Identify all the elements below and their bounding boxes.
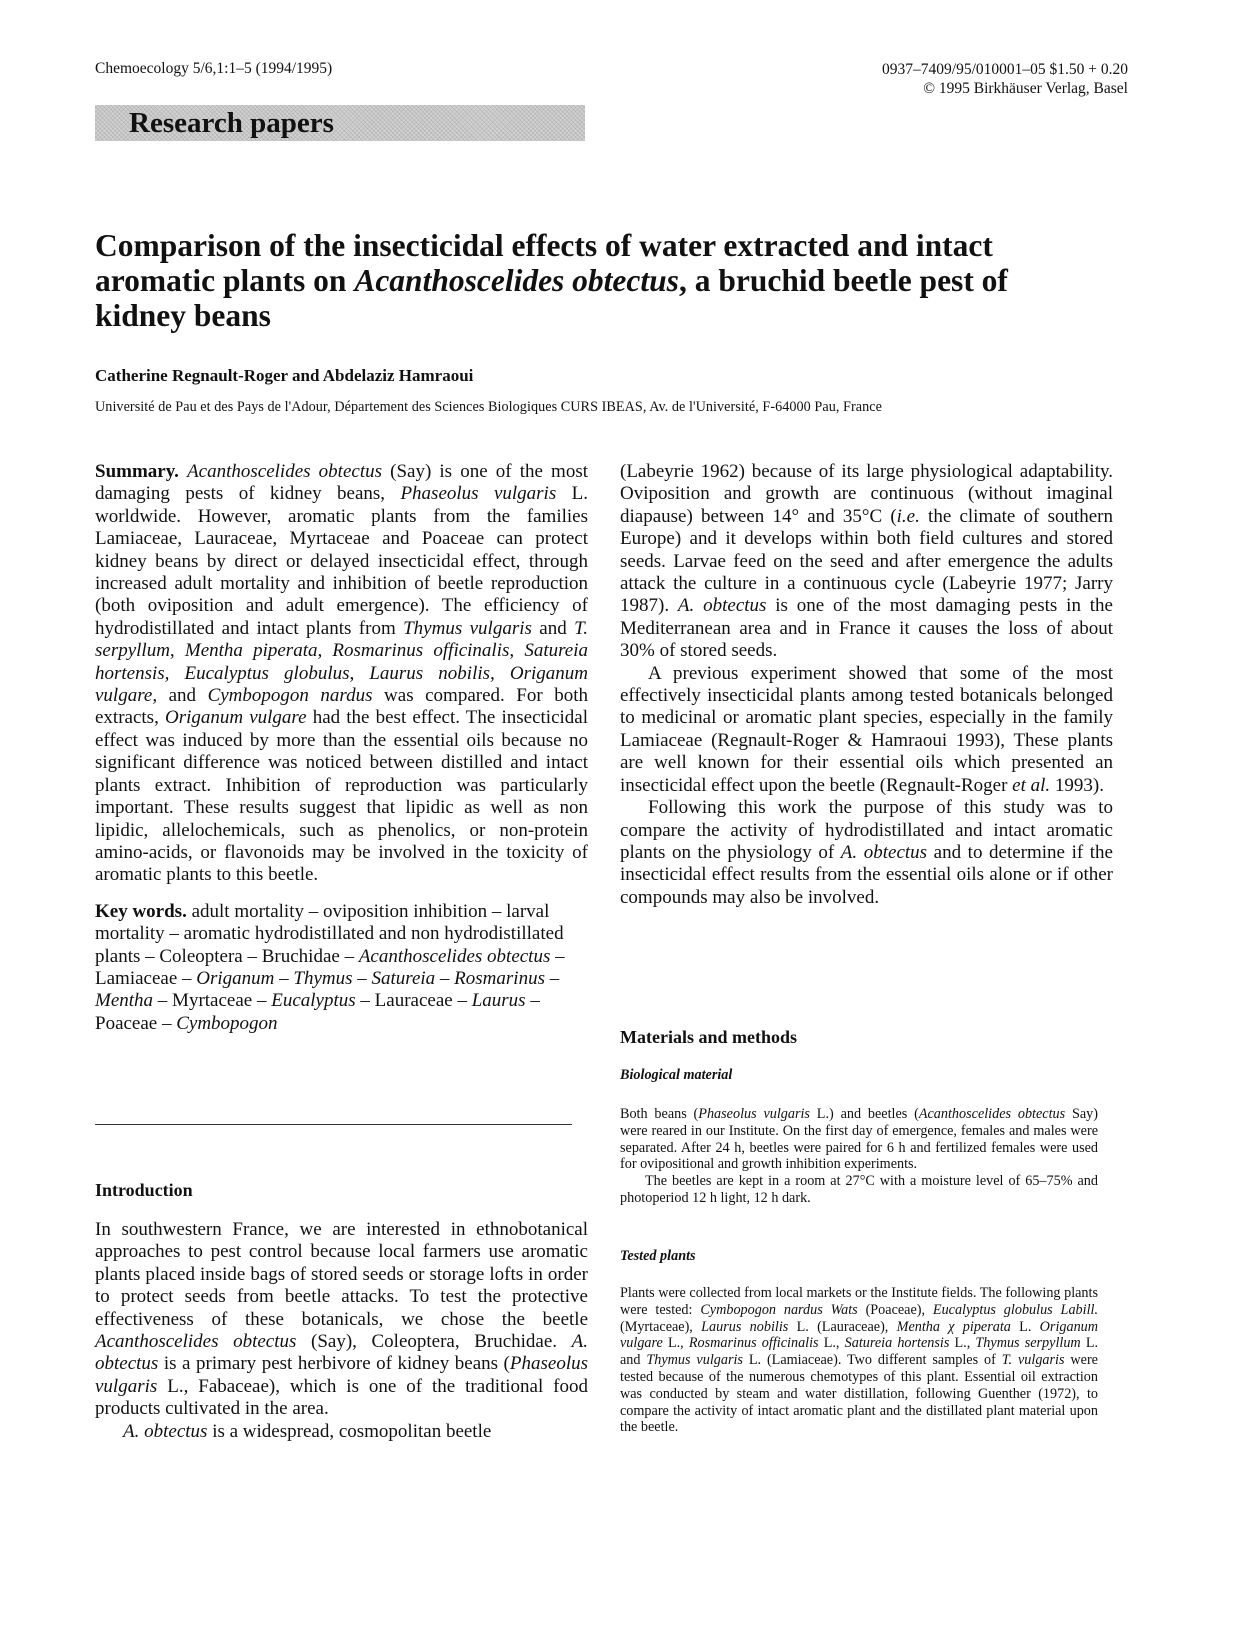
- intro-paragraph-1: In southwestern France, we are interested in ethnobotanical approaches to pest control because local farmers use aromatic plants placed inside bags of stored seeds or storage lofts in order to protect seeds from beetle attacks. To test the protective effectiveness of these botanicals, we chose the beetle Acanthoscelides obtectus (Say), Coleoptera, Bruchidae. A. obtectus is a primary pest herbivore of kidney beans (Phaseolus vulgaris L., Fabaceae), which is one of the traditional food products cultivated in the area.: [95, 1219, 589, 1420]
- summary-paragraph: Summary. Acanthoscelides obtectus (Say) is one of the most damaging pests of kidney beans, Phaseolus vulgaris L. worldwide. However, aromatic plants from the families Lamiaceae, Lauraceae, Myrtaceae and Poaceae can protect kidney beans by direct or delayed insecticidal effect, through increased adult mortality and inhibition of beetle reproduction (both oviposition and adult emergence). The efficiency of hydrodistillated and intact plants from Thymus vulgaris and T. serpyllum, Mentha piperata, Rosmarinus officinalis, Satureia hortensis, Eucalyptus globulus, Laurus nobilis, Origanum vulgare, and Cymbopogon nardus was compared. For both extracts, Origanum vulgare had the best effect. The insecticidal effect was induced by more than the essential oils because no significant difference was noticed between distilled and intact plants extract. Inhibition of reproduction was particularly important. These results suggest that lipidic as well as non lipidic, allelochemicals, such as phenolics, or non-protein amino-acids, or flavonoids may be involved in the toxicity of aromatic plants to this beetle.: [95, 461, 589, 886]
- intro-paragraph-2-continued: (Labeyrie 1962) because of its large physiological adaptability. Oviposition and growth are continuous (without imaginal diapause) between 14° and 35°C (i.e. the climate of southern Europe) and it develops within both field cultures and stored seeds. Larvae feed on the seed and after emergence the adults attack the culture in a continuous cycle (Labeyrie 1977; Jarry 1987). A. obtectus is one of the most damaging pests in the Mediterranean area and in France it causes the loss of about 30% of stored seeds.: [620, 461, 1113, 662]
- left-column: [95, 461, 588, 1035]
- copyright-line: © 1995 Birkhäuser Verlag, Basel: [923, 80, 1128, 97]
- biological-material-heading: Biological material: [620, 1067, 733, 1083]
- methods-heading: Materials and methods: [620, 1027, 797, 1047]
- introduction-heading: Introduction: [95, 1180, 193, 1200]
- introduction-left: [95, 1219, 588, 1443]
- journal-citation: Chemoecology 5/6,1:1–5 (1994/1995): [95, 60, 333, 77]
- paper-title: Comparison of the insecticidal effects of water extracted and intact aromatic plants on Acanthoscelides obtectus, a bruchid beetle pest of kidney beans: [95, 228, 1008, 333]
- intro-paragraph-3: A previous experiment showed that some of the most effectively insecticidal plants among tested botanicals belonged to medicinal or aromatic plant species, especially in the family Lamiaceae (Regnault-Roger & Hamraoui 1993), These plants are well known for their essential oils which presented an insecticidal effect upon the beetle (Regnault-Roger et al. 1993).: [620, 662, 1113, 796]
- intro-paragraph-2-start: A. obtectus is a widespread, cosmopolitan beetle: [123, 1420, 492, 1442]
- intro-paragraph-4: Following this work the purpose of this study was to compare the activity of hydrodistillated and intact aromatic plants on the physiology of A. obtectus and to determine if the insecticidal effect results from the essential oils alone or if other compounds may also be involved.: [620, 797, 1113, 908]
- section-label: Research papers: [129, 107, 334, 139]
- section-banner: [95, 105, 585, 141]
- issn-price: 0937–7409/95/010001–05 $1.50 + 0.20: [882, 61, 1128, 78]
- authors: Catherine Regnault-Roger and Abdelaziz Hamraoui: [95, 366, 474, 385]
- tested-plants-section: [620, 1285, 1098, 1436]
- keywords-paragraph: Key words. adult mortality – oviposition inhibition – larval mortality – aromatic hydrodistillated and non hydrodistillated plants – Coleoptera – Bruchidae – Acanthoscelides obtectus – Lamiaceae – Origanum – Thymus – Satureia – Rosmarinus – Mentha – Myrtaceae – Eucalyptus – Lauraceae – Laurus – Poaceae – Cymbopogon: [95, 900, 565, 1034]
- affiliation: Université de Pau et des Pays de l'Adour, Département des Sciences Biologiques CURS IBEAS, Av. de l'Université, F-64000 Pau, France: [95, 399, 882, 415]
- biological-material-paragraph-2: The beetles are kept in a room at 27°C with a moisture level of 65–75% and photoperiod 12 h light, 12 h dark.: [620, 1173, 1098, 1206]
- tested-plants-heading: Tested plants: [620, 1248, 696, 1264]
- biological-material-paragraph-1: Both beans (Phaseolus vulgaris L.) and beetles (Acanthoscelides obtectus Say) were reared in our Institute. On the first day of emergence, females and males were separated. After 24 h, beetles were paired for 6 h and fertilized females were used for ovipositional and growth inhibition experiments.: [620, 1106, 1098, 1173]
- journal-issn-block: [882, 60, 1128, 98]
- tested-plants-paragraph: Plants were collected from local markets or the Institute fields. The following plants were tested: Cymbopogon nardus Wats (Poaceae), Eucalyptus globulus Labill. (Myrtaceae), Laurus nobilis L. (Lauraceae), Mentha χ piperata L. Origanum vulgare L., Rosmarinus officinalis L., Satureia hortensis L., Thymus serpyllum L. and Thymus vulgaris L. (Lamiaceae). Two different samples of T. vulgaris were tested because of the numerous chemotypes of this plant. Essential oil extraction was conducted by steam and water distillation, following Guenther (1972), to compare the activity of intact aromatic plant and the distillated plant material upon the beetle.: [620, 1285, 1099, 1436]
- right-column: [620, 461, 1113, 909]
- summary-divider: [95, 1124, 572, 1125]
- biological-material-section: [620, 1106, 1098, 1207]
